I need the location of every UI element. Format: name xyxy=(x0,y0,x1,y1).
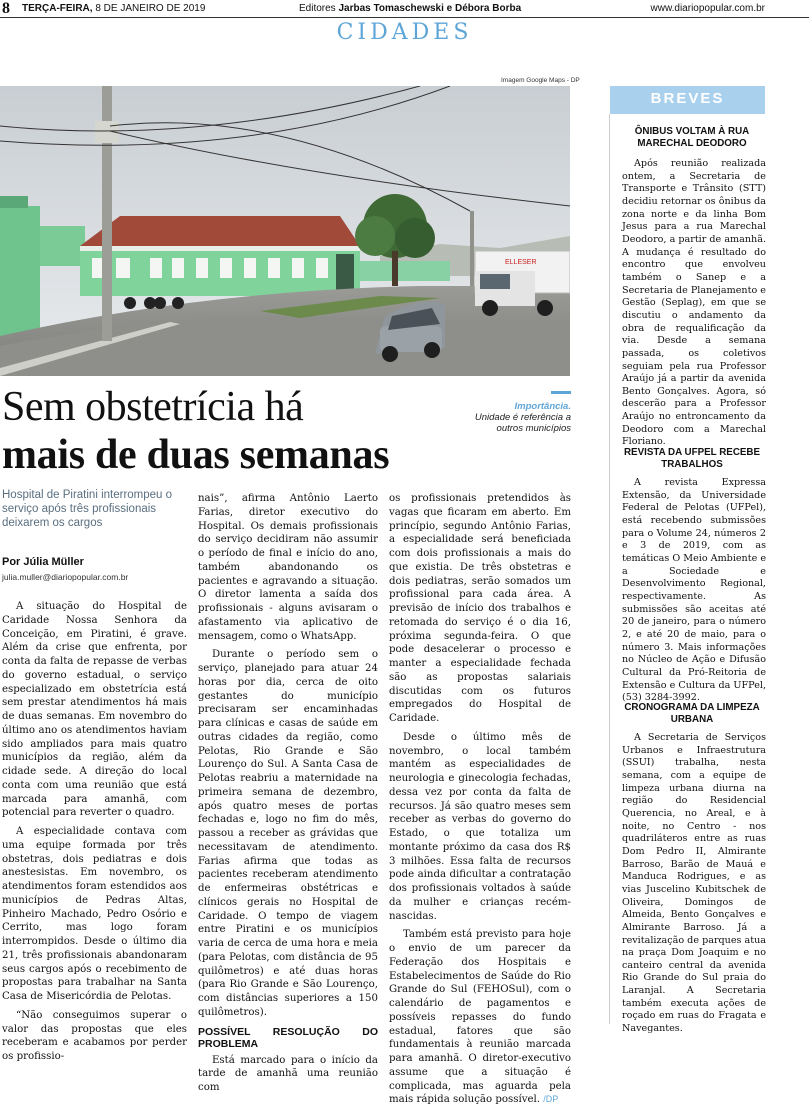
paragraph: Está marcado para o início da tarde de amanhã uma reunião com xyxy=(198,1054,378,1093)
breves-title: BREVES xyxy=(650,90,725,107)
caption-text: Unidade é referência a outros municípios xyxy=(474,412,571,434)
paragraph: “Não conseguimos superar o valor das propostas que eles receberam e acabamos por perder os profissio- xyxy=(2,1009,187,1062)
brief-paragraph: A revista Expressa Extensão, da Universidade Federal de Pelotas (UFPel), está recebendo submissões para o Volume 24, números 2 e 3 de 2019, com as temáticas O Meio Ambiente e a Sociedade e Desenvolvimento Regional, respectivamente. As submissões são aceitas até 20 de janeiro, para o número 2, e até 20 de maio, para o número 3. Mais informações no Núcleo de Ação e Difusão Cultural da Pró-Reitoria de Extensão e Cultura da UFPel, (53) 3284-3992. xyxy=(622,477,766,704)
author-email[interactable]: julia.muller@diariopopular.com.br xyxy=(2,572,129,582)
paragraph: nais”, afirma Antônio Laerto Farias, diretor executivo do Hospital. Os demais profissionais do serviço decidiram não assumir o período de final e início do ano, também abandonando os pacientes e agravando a situação. O diretor lamenta a saída dos profissionais - alguns avisaram o afastamento via aplicativo de mensagem, como o WhatsApp. xyxy=(198,493,378,642)
header-rule xyxy=(0,17,809,18)
section-title: CIDADES xyxy=(336,20,473,45)
editors-names: Jarbas Tomaschewski e Débora Borba xyxy=(338,3,522,14)
website-link[interactable]: www.diariopopular.com.br xyxy=(650,3,765,14)
brief-paragraph: Após reunião realizada ontem, a Secretaria de Transporte e Trânsito (STT) decidiu retornar os ônibus da zona norte e da linha Bom Jesus para a rua Marechal Deodoro, a partir de amanhã. A mudança é resultado do encontro que envolveu também o Sanep e a Secretaria de Planejamento e Gestão (Seplag), em que se discutiu o andamento da obra de requalificação da via. Desde a semana passada, os coletivos seguiam pela rua Professor Araújo já a partir da avenida Bento Gonçalves. Agora, só descerão para a Professor Araújo no entroncamento da Deodoro com a Marechal Floriano. xyxy=(622,158,766,448)
brief-paragraph: A Secretaria de Serviços Urbanos e Infraestrutura (SSUI) trabalha, nesta semana, com a equipe de limpeza urbana diurna na região do Residencial Querencia, no Areal, e à noite, no Centro - nos quadriláteros entre as ruas Dom Pedro II, Almirante Barroso, Barão de Mauá e Manduca Rodrigues, e as vias Juscelino Kubitschek de Oliveira, Domingos de Almeida, Bento Gonçalves e Almirante Barroso. Já a revitalização de parques atua na praça Dom Joaquim e no canteiro central da avenida Rio Grande do Sul praia do Laranjal. A Secretaria também executa ações de roçado em ruas do Fragata e Navegantes. xyxy=(622,732,766,1035)
paragraph: A situação do Hospital de Caridade Nossa Senhora da Conceição, em Piratini, é grave. Além da crise que enfrenta, por conta da falta de repasse de verbas do governo estadual, o serviço especializado em obstetrícia está sem prestar atendimentos há mais de duas semanas. Em novembro do último ano os atendimentos haviam sido ampliados para mais quatro municípios da região, além da cidade sede. A direção do local conta com uma reunião que está marcada para amanhã, com potencial para reverter o quadro. xyxy=(2,601,187,819)
brief-heading: ÔNIBUS VOLTAM À RUA MARECHAL DEODORO xyxy=(634,126,750,149)
paragraph: Durante o período sem o serviço, planejado para atuar 24 horas por dia, cerca de oito gestantes do município precisaram ser encaminhadas para clínicas e casas de saúde em outras cidades da região, como Pelotas, Rio Grande e São Lourenço do Sul. A Santa Casa de Pelotas reabriu a maternidade na primeira semana de dezembro, após quatro meses de portas fechadas e, logo no fim do mês, passou a receber as grávidas que necessitavam de atendimento. Farias afirma que todas as pacientes receberam atendimento de enfermeiras obstétricas e clínicos gerais no Hospital de Caridade. O tempo de viagem entre Piratini e os municípios varia de cerca de uma hora e meia (para Pelotas, com distância de 95 quilômetros) e até duas horas (para Rio Grande e São Lourenço, com distâncias superiores a 150 quilômetros). xyxy=(198,649,378,1018)
editors-line xyxy=(299,3,521,14)
paragraph: A especialidade contava com uma equipe formada por três obstetras, dois pediatras e dois anestesistas. Em novembro, os atendimentos foram estendidos aos municípios de Pedras Altas, Pinheiro Machado, Pedro Osório e Cerrito, mas logo foram interrompidos. Desde o último dia 21, três profissionais abandonaram seus cargos após o recebimento de propostas para trabalhar na Santa Casa de Misericórdia de Pelotas. xyxy=(2,826,187,1002)
brief-heading: REVISTA DA UFPEL RECEBE TRABALHOS xyxy=(623,447,761,470)
paragraph xyxy=(389,928,571,1107)
byline: Por Júlia Müller xyxy=(2,556,84,568)
brief-body xyxy=(622,158,766,449)
section-subhead: POSSÍVEL RESOLUÇÃO DO PROBLEMA xyxy=(198,1025,378,1050)
paragraph: os profissionais pretendidos às vagas que ficaram em aberto. Em princípio, segundo Antônio Farias, a especialidade será beneficiada com dois profissionais a mais do que existia. De três obstetras e dois pediatras, serão somados um profissional para cada área. A previsão de início dos trabalhos e retomada do serviço é o dia 16, próxima segunda-feira. O que pode desacelerar o processo e manter a especialidade fechada são as propostas salariais discutidas com os futuros empregados do Hospital de Caridade. xyxy=(389,493,571,724)
brief-body xyxy=(622,477,766,705)
paragraph: Desde o último mês de novembro, o local também mantém as especialidades de neurologia e ginecologia fechadas, dessa vez por conta da falta de recursos. Já são quatro meses sem receber as verbas do governo do Estado, o que totaliza um montante próximo da casa dos R$ 3 milhões. Essa falta de recursos pode ainda dificultar a contratação dos profissionais voltados à saúde da mulher e crianças recém-nascidas. xyxy=(389,731,571,922)
caption-accent-bar xyxy=(551,391,571,394)
date: 8 DE JANEIRO DE 2019 xyxy=(95,3,206,14)
article-column-3 xyxy=(389,492,571,1112)
weekday: TERÇA-FEIRA, xyxy=(22,3,93,14)
dateline xyxy=(22,3,205,14)
article-column-2 xyxy=(198,492,378,1100)
photo-caption xyxy=(460,401,571,434)
headline-line-2: mais de duas semanas xyxy=(2,432,390,478)
brief-heading: CRONOGRAMA DA LIMPEZA URBANA xyxy=(624,702,760,725)
editors-prefix: Editores xyxy=(299,3,336,14)
sidebar-rule xyxy=(609,114,610,1024)
paragraph-text: Também está previsto para hoje o envio de um parecer da Federação dos Hospitais e Estabelecimentos de Saúde do Rio Grande do Sul (FEHOSul), com o calendário de pagamentos e possíveis repasses do fundo estadual, fatores que são fundamentais à reunião marcada para amanhã. O diretor-executivo assume que a situação é complicada, mas aguarda pela mais rápida solução possível. xyxy=(389,929,571,1106)
caption-lead: Importância. xyxy=(514,401,571,412)
subheadline: Hospital de Piratini interrompeu o serviço após três profissionais deixarem os cargos xyxy=(2,489,173,529)
photo-credit: Imagem Google Maps - DP xyxy=(501,77,580,84)
article-column-1 xyxy=(2,600,187,1069)
signoff: /DP xyxy=(543,1094,559,1105)
headline-line-1: Sem obstetrícia há xyxy=(2,384,304,430)
hospital-photo xyxy=(0,86,570,376)
brief-body xyxy=(622,732,766,1036)
truck-logo: ELLESER xyxy=(505,259,537,266)
page-number: 8 xyxy=(2,0,10,17)
